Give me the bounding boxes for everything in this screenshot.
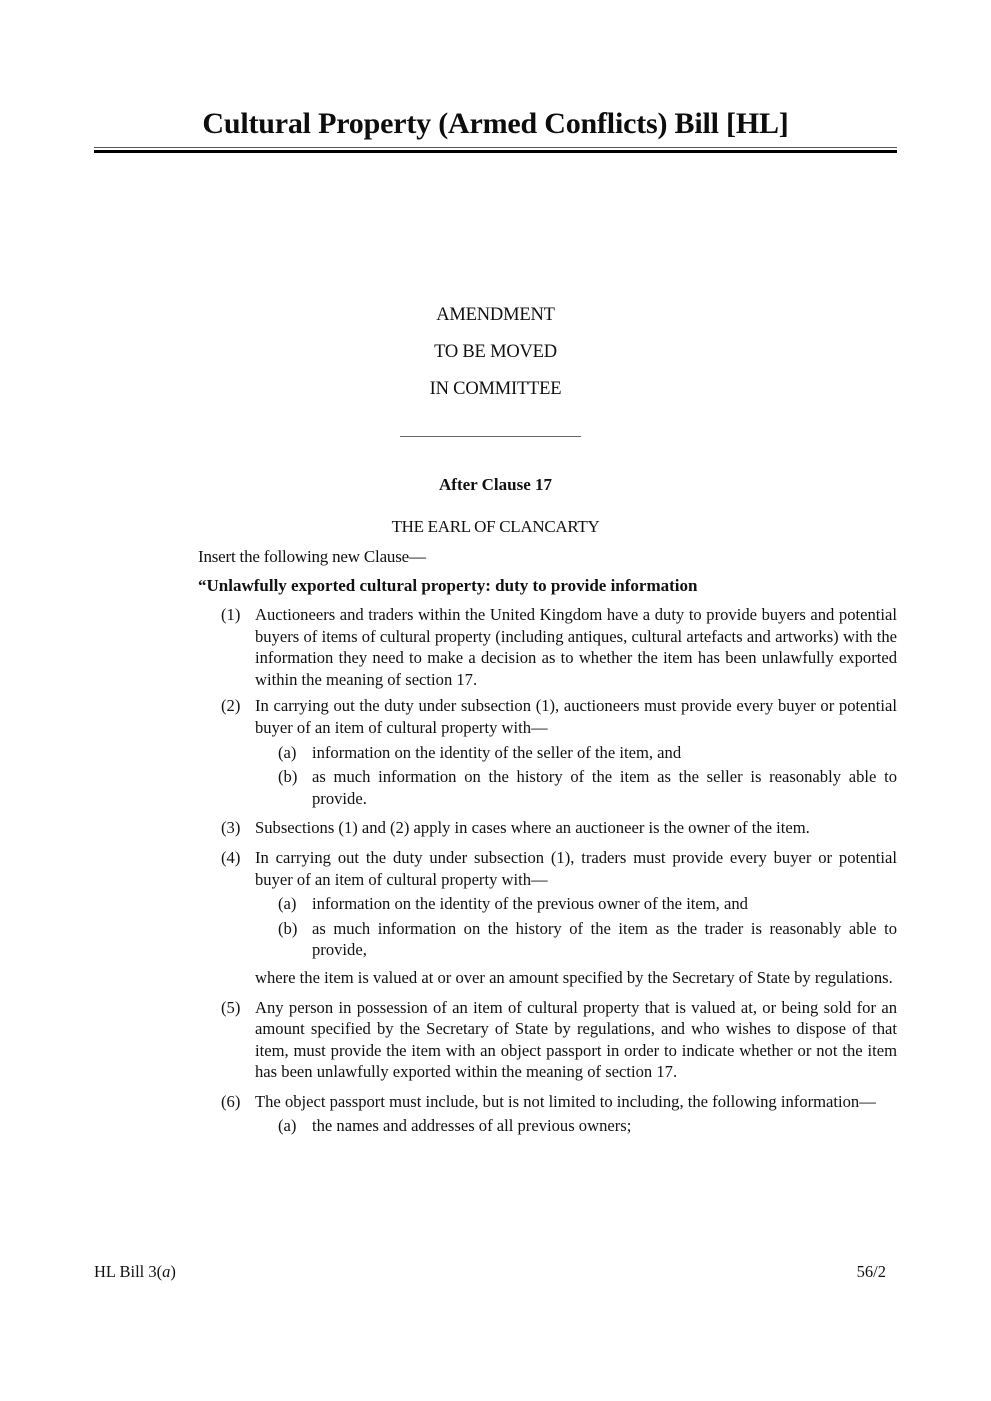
- clause-body: [198, 604, 897, 1142]
- subsection-4: [198, 847, 897, 989]
- paragraph-text: information on the identity of the previous owner of the item, and: [312, 894, 748, 914]
- bill-reference-italic: a: [162, 1262, 171, 1281]
- heading-amendment: AMENDMENT: [436, 305, 555, 325]
- paragraph-number: (a): [278, 742, 297, 762]
- subsection-number: (2): [221, 696, 241, 716]
- amendment-position: After Clause 17: [439, 475, 552, 494]
- subsection-text: The object passport must include, but is not limited to including, the following information—: [255, 1091, 876, 1111]
- subsection-number: (4): [221, 847, 241, 867]
- subsection-text: Auctioneers and traders within the United Kingdom have a duty to provide buyers and potential buyers of items of cultural property (including antiques, cultural artefacts and artworks) with the information they need to make a decision as to whether the item has been unlawfully exported within the meaning of section 17.: [255, 605, 897, 689]
- subsection-text: In carrying out the duty under subsection (1), auctioneers must provide every buyer or potential buyer of an item of cultural property with—: [255, 696, 897, 737]
- subsection-continuation: where the item is valued at or over an amount specified by the Secretary of State by regulations.: [255, 967, 893, 987]
- amendment-mover: THE EARL OF CLANCARTY: [391, 517, 600, 536]
- paragraph-b: [255, 766, 897, 809]
- page-reference: 56/2: [856, 1262, 886, 1281]
- bill-reference-prefix: HL Bill 3(: [94, 1262, 163, 1281]
- subsection-number: (6): [221, 1091, 241, 1111]
- paragraph-number: (b): [278, 918, 298, 938]
- paragraph-text: information on the identity of the seller of the item, and: [312, 742, 682, 762]
- subsection-number: (5): [221, 997, 241, 1017]
- subsection-5: [198, 997, 897, 1083]
- bill-title: Cultural Property (Armed Conflicts) Bill [HL]: [202, 107, 789, 140]
- paragraph-a: [255, 893, 897, 915]
- subsection-number: (3): [221, 818, 241, 838]
- paragraph-a: [255, 742, 897, 764]
- paragraph-a: [255, 1115, 897, 1137]
- paragraph-text: as much information on the history of the item as the trader is reasonably able to provide,: [312, 918, 897, 960]
- subsection-6: [198, 1091, 897, 1137]
- amendment-instruction: Insert the following new Clause—: [198, 547, 426, 566]
- paragraph-number: (b): [278, 767, 298, 787]
- title-rule-thick: [94, 150, 897, 153]
- paragraph-b: [255, 918, 897, 961]
- paragraph-text: as much information on the history of the item as the seller is reasonably able to provide.: [312, 767, 897, 808]
- subsection-2: [198, 695, 897, 809]
- subsection-text: In carrying out the duty under subsection (1), traders must provide every buyer or potential buyer of an item of cultural property with—: [255, 847, 897, 889]
- paragraph-number: (a): [278, 894, 297, 914]
- paragraph-text: the names and addresses of all previous owners;: [312, 1116, 632, 1136]
- subsection-number: (1): [221, 605, 241, 624]
- heading-in-committee: IN COMMITTEE: [429, 379, 562, 399]
- bill-reference: [94, 1262, 176, 1282]
- subsection-3: [198, 817, 897, 839]
- bill-reference-suffix: ): [170, 1262, 176, 1281]
- subsection-1: [198, 604, 897, 690]
- heading-to-be-moved: TO BE MOVED: [434, 342, 557, 362]
- title-rule-thin: [94, 147, 897, 148]
- paragraph-number: (a): [278, 1116, 297, 1136]
- subsection-text: Subsections (1) and (2) apply in cases where an auctioneer is the owner of the item.: [255, 818, 810, 838]
- subsection-text: Any person in possession of an item of cultural property that is valued at, or being sold for an amount specified by the Secretary of State by regulations, and who wishes to dispose of that item, must provide the item with an object passport in order to indicate whether or not the item has been unlawfully exported within the meaning of section 17.: [255, 997, 897, 1082]
- separator-rule: [400, 436, 581, 437]
- clause-heading: “Unlawfully exported cultural property: duty to provide information: [198, 576, 698, 595]
